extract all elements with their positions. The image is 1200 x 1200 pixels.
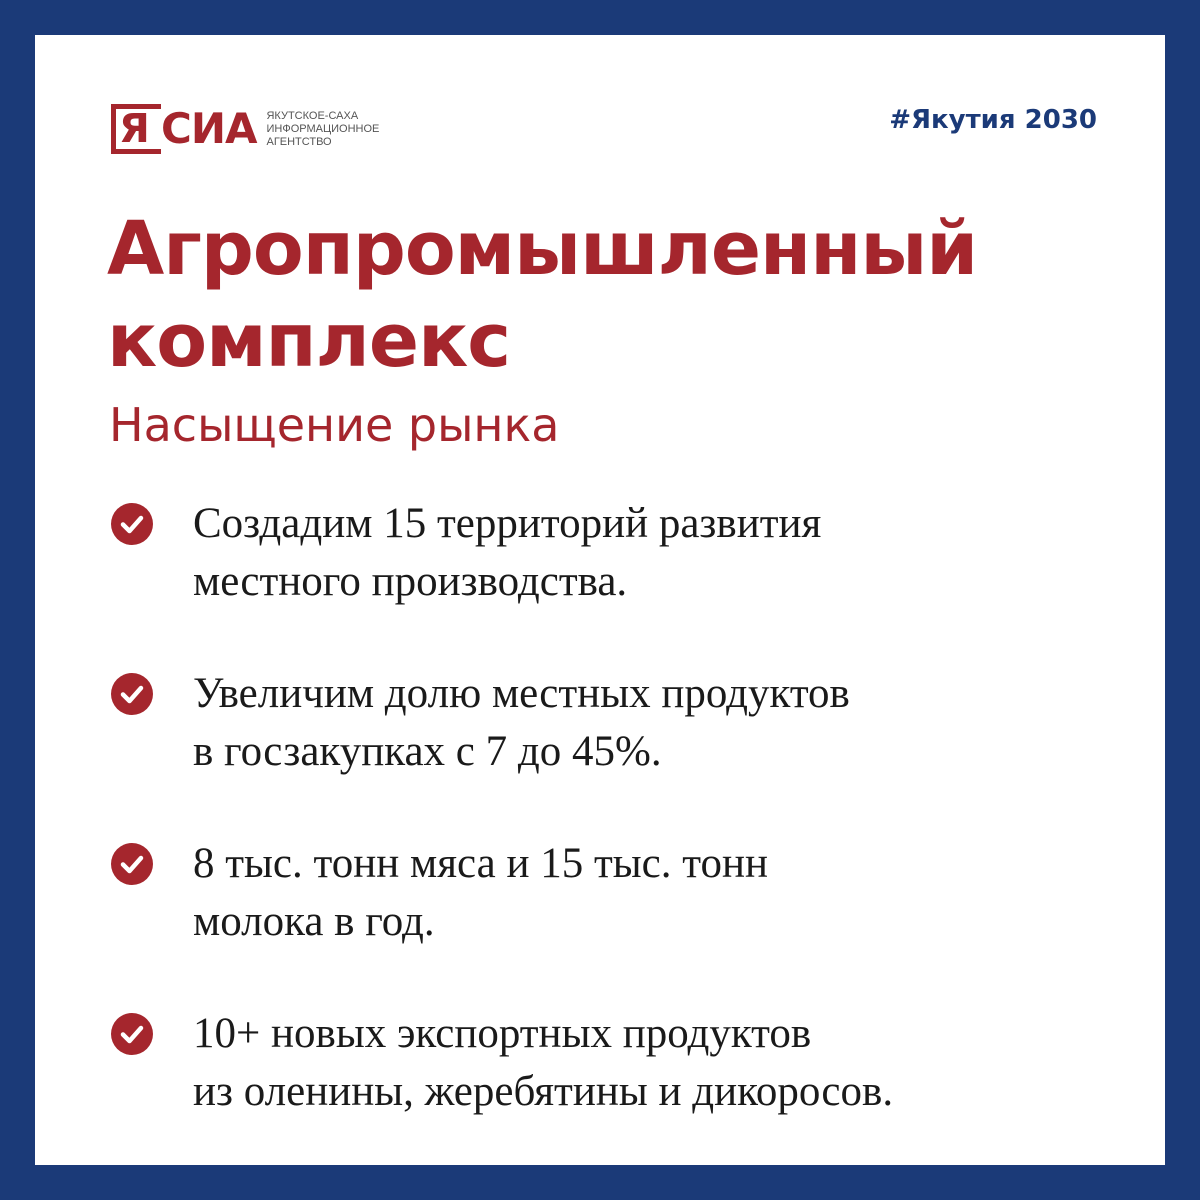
list-item <box>111 835 1111 1005</box>
list-item-line: в госзакупках с 7 до 45%. <box>193 728 662 775</box>
logo <box>111 103 379 155</box>
list-item-text <box>193 1005 893 1121</box>
hashtag: #Якутия 2030 <box>889 105 1097 135</box>
logo-subtitle-line: ИНФОРМАЦИОННОЕ <box>266 122 380 135</box>
check-circle-icon <box>111 673 153 715</box>
content-card <box>35 35 1165 1165</box>
list-item-text <box>193 665 850 781</box>
list-item-line: 10+ новых экспортных продуктов <box>193 1010 812 1057</box>
list-item <box>111 1005 1111 1175</box>
check-circle-icon <box>111 843 153 885</box>
list-item-line: из оленины, жеребятины и дикоросов. <box>193 1068 894 1115</box>
list-item-line: местного производства. <box>193 558 628 605</box>
page-subtitle: Насыщение рынка <box>109 398 560 452</box>
page-title <box>107 203 977 387</box>
logo-subtitle-line: АГЕНТСТВО <box>266 135 332 148</box>
page-title-line: Агропромышленный <box>107 206 978 292</box>
list-item-line: Увеличим долю местных продуктов <box>193 670 850 717</box>
check-circle-icon <box>111 503 153 545</box>
check-circle-icon <box>111 1013 153 1055</box>
list-item-line: Создадим 15 территорий развития <box>193 500 822 547</box>
logo-subtitle <box>266 110 379 149</box>
logo-word: СИА <box>161 104 257 153</box>
logo-letter: Я <box>119 106 150 152</box>
list-item-line: молока в год. <box>193 898 435 945</box>
list-item-text <box>193 495 821 611</box>
page-title-line: комплекс <box>107 298 511 384</box>
logo-bracket <box>111 104 161 154</box>
list-item-line: 8 тыс. тонн мяса и 15 тыс. тонн <box>193 840 768 887</box>
logo-subtitle-line: ЯКУТСКОЕ-САХА <box>266 109 359 122</box>
goals-list <box>111 495 1111 1175</box>
list-item <box>111 665 1111 835</box>
list-item <box>111 495 1111 665</box>
list-item-text <box>193 835 768 951</box>
